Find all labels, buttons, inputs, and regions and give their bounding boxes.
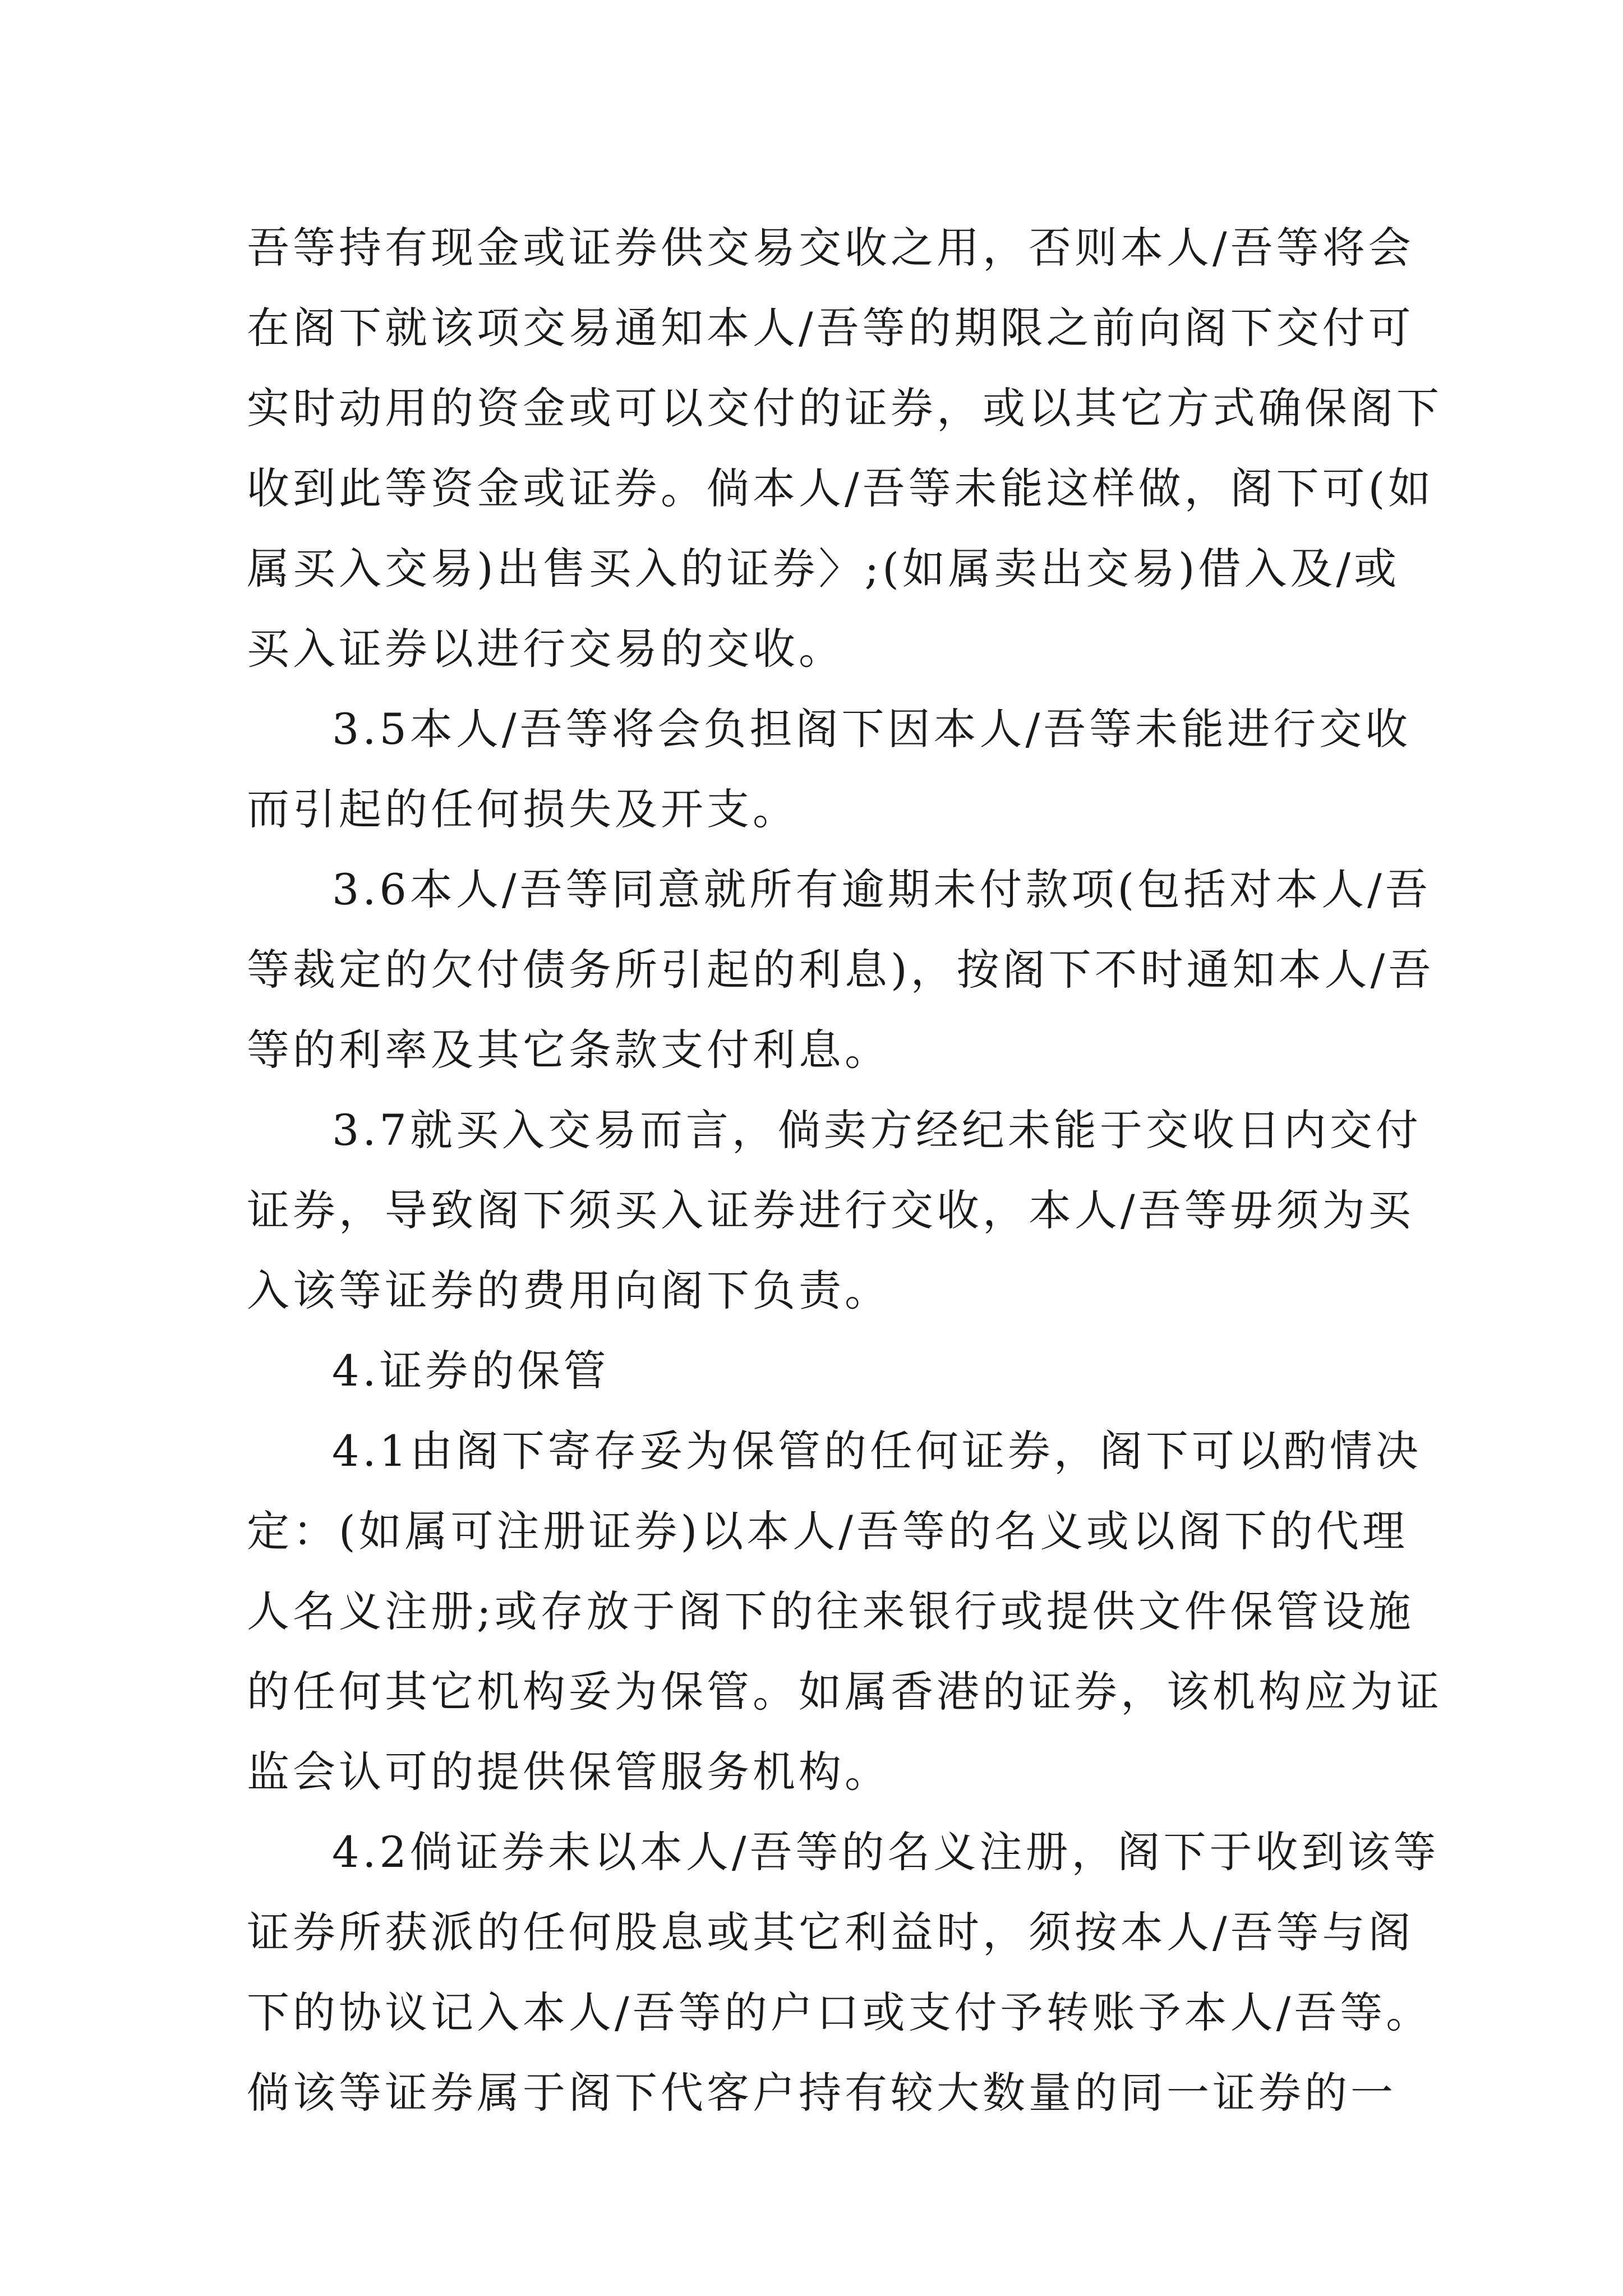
- text-line: 在阁下就该项交易通知本人/吾等的期限之前向阁下交付可: [247, 303, 1414, 353]
- text-line: 等的利率及其它条款支付利息。: [247, 1025, 891, 1075]
- clause-3-7: 3.7就买入交易而言，倘卖方经纪未能于交收日内交付: [332, 1105, 1422, 1155]
- text-line: 收到此等资金或证券。倘本人/吾等未能这样做，阁下可(如: [247, 463, 1435, 513]
- text-line: 的任何其它机构妥为保管。如属香港的证券，该机构应为证: [247, 1667, 1442, 1717]
- body-text: [247, 208, 1442, 2133]
- text-line: 倘该等证券属于阁下代客户持有较大数量的同一证券的一: [247, 2068, 1396, 2118]
- text-line: 证券所获派的任何股息或其它利益时，须按本人/吾等与阁: [247, 1907, 1414, 1957]
- text-line: 定：(如属可注册证券)以本人/吾等的名义或以阁下的代理: [247, 1506, 1408, 1556]
- text-line: 买入证券以进行交易的交收。: [247, 624, 845, 674]
- text-line: 等裁定的欠付债务所引起的利息)，按阁下不时通知本人/吾: [247, 945, 1435, 995]
- text-line: 而引起的任何损失及开支。: [247, 784, 799, 834]
- text-line: 监会认可的提供保管服务机构。: [247, 1747, 891, 1797]
- clause-4-2: 4.2倘证券未以本人/吾等的名义注册，阁下于收到该等: [332, 1827, 1440, 1877]
- section-heading-4: 4.证券的保管: [332, 1346, 610, 1396]
- clause-4-1: 4.1由阁下寄存妥为保管的任何证券，阁下可以酌情决: [332, 1426, 1422, 1476]
- text-line: 入该等证券的费用向阁下负责。: [247, 1266, 891, 1315]
- text-line: 人名义注册;或存放于阁下的往来银行或提供文件保管设施: [247, 1586, 1414, 1636]
- text-line: 证券，导致阁下须买入证券进行交收，本人/吾等毋须为买: [247, 1185, 1414, 1235]
- text-line: 下的协议记入本人/吾等的户口或支付予转账予本人/吾等。: [247, 1987, 1432, 2037]
- text-line: 吾等持有现金或证券供交易交收之用，否则本人/吾等将会: [247, 223, 1414, 273]
- clause-3-5: 3.5本人/吾等将会负担阁下因本人/吾等未能进行交收: [332, 704, 1412, 754]
- text-line: 实时动用的资金或可以交付的证券，或以其它方式确保阁下: [247, 383, 1442, 433]
- text-line: 属买入交易)出售买入的证券〉;(如属卖出交易)借入及/或: [247, 544, 1400, 593]
- clause-3-6: 3.6本人/吾等同意就所有逾期未付款项(包括对本人/吾: [332, 864, 1431, 914]
